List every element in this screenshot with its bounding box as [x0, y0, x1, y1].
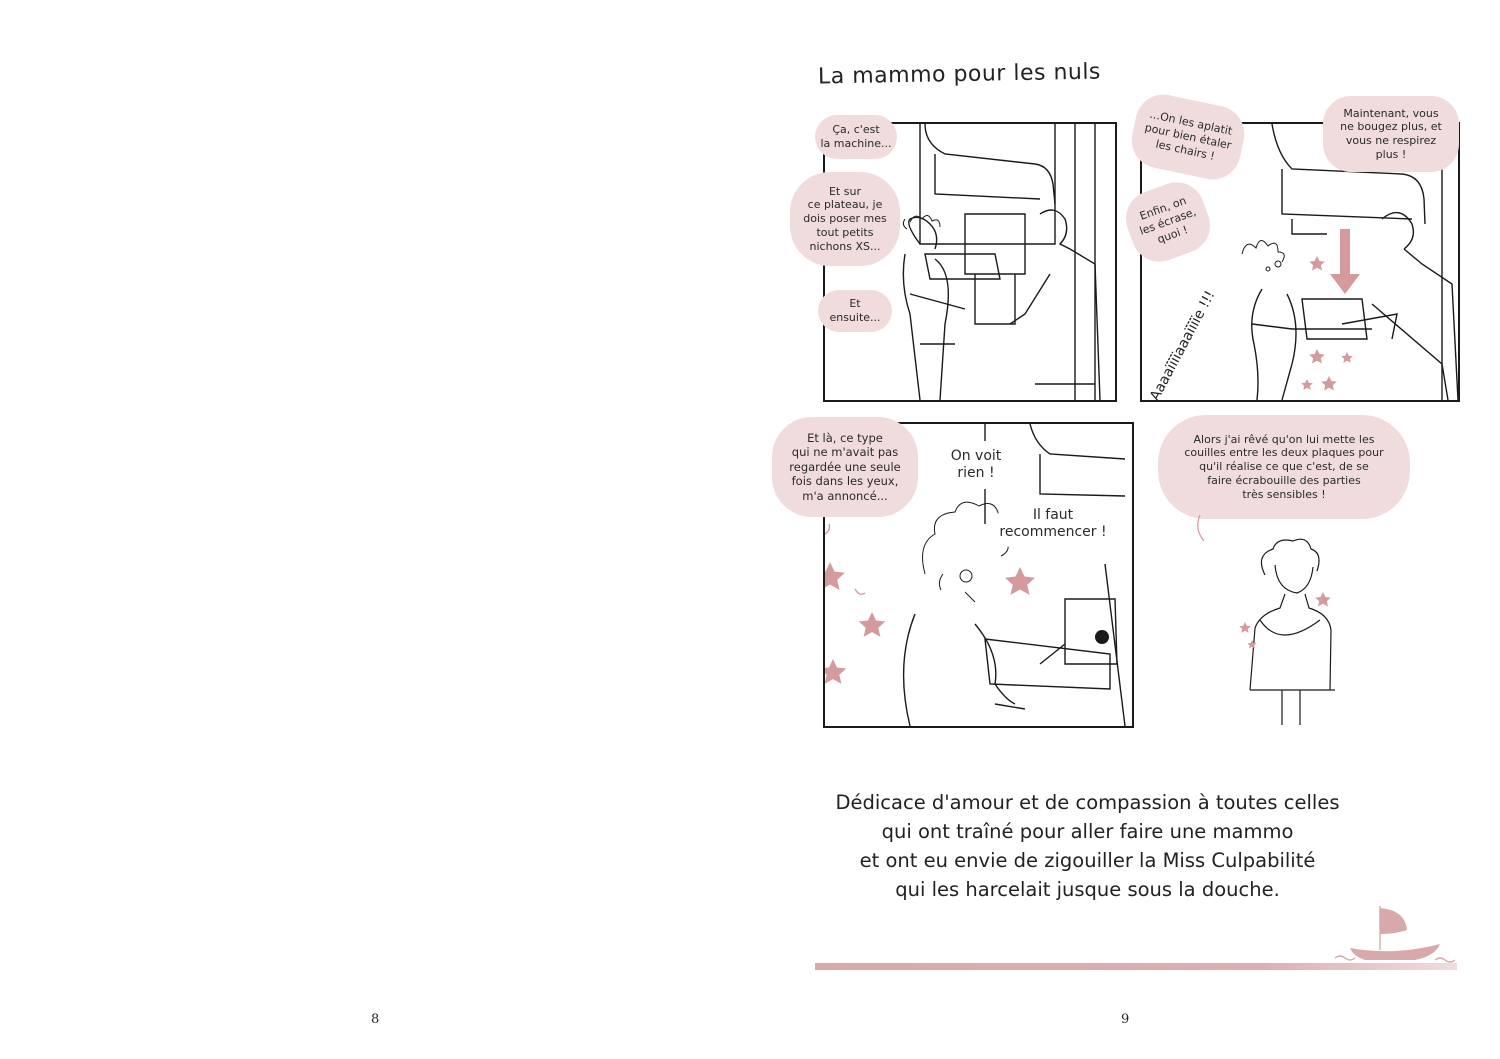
- speech-bubble-plateau: Et sur ce plateau, je dois poser mes tout petits nichons XS...: [790, 172, 900, 266]
- speech-bubble-maintenant: Maintenant, vous ne bougez plus, et vous ne respirez plus !: [1323, 96, 1459, 172]
- page-number-left: 8: [371, 1012, 380, 1027]
- scream-text: Aaaaïïïïaaaïïïïe !!!: [1147, 288, 1219, 404]
- dedication-line-4: qui les harcelait jusque sous la douche.: [895, 878, 1280, 901]
- comic-title: La mammo pour les nuls: [817, 59, 1102, 90]
- dedication-line-3: et ont eu envie de zigouiller la Miss Culpabilité: [859, 849, 1316, 872]
- dedication-line-2: qui ont traîné pour aller faire une mammo: [881, 820, 1294, 843]
- ship-icon: [1335, 900, 1455, 970]
- speech-bubble-aplatit: ...On les aplatit pour bien étaler les chairs !: [1127, 89, 1250, 184]
- dedication-text: [815, 788, 1360, 904]
- speech-bubble-reve: Alors j'ai rêvé qu'on lui mette les couilles entre les deux plaques pour qu'il réalise ce que c'est, de se faire écrabouille des parties très sensibles !: [1158, 415, 1410, 519]
- speech-bubble-on-voit-rien: On voit rien !: [938, 441, 1014, 489]
- dedication-line-1: Dédicace d'amour et de compassion à toutes celles: [835, 791, 1340, 814]
- pain-stars-panel-3: [825, 562, 1035, 684]
- speech-bubble-ensuite: Et ensuite...: [818, 290, 892, 332]
- speech-bubble-recommencer: Il faut recommencer !: [996, 497, 1110, 551]
- speech-bubble-ecrase: Enfin, on les écrase, quoi !: [1118, 174, 1218, 269]
- panel-4-drawing: [1190, 510, 1390, 730]
- speech-bubble-et-la: Et là, ce type qui ne m'avait pas regardée une seule fois dans les yeux, m'a annoncé...: [772, 417, 918, 517]
- speech-bubble-machine: Ça, c'est la machine...: [815, 115, 897, 159]
- footer-ornament-bar: [815, 963, 1457, 970]
- page-number-right: 9: [1121, 1012, 1130, 1027]
